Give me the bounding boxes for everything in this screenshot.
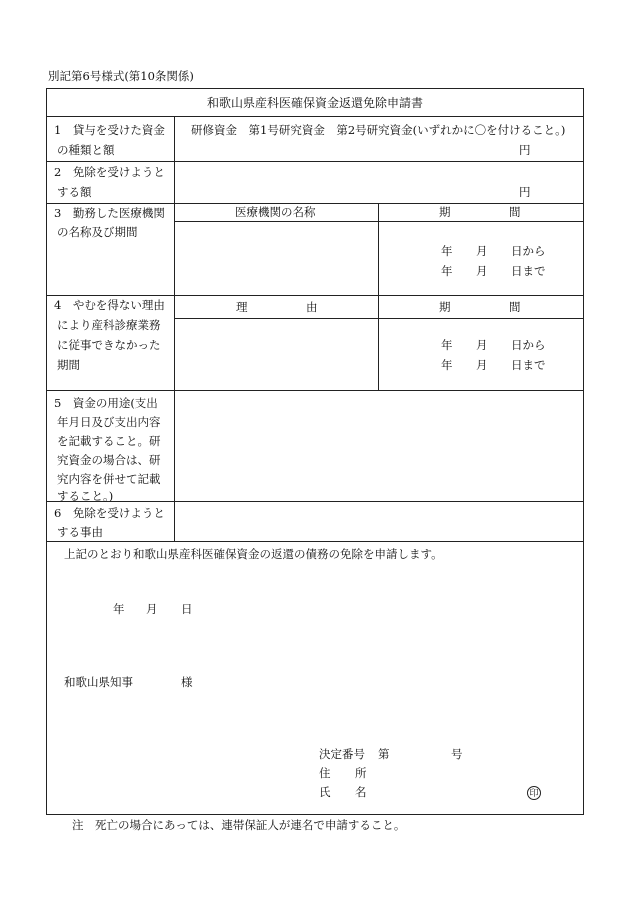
rule-row4 <box>46 390 584 391</box>
row6-label-line1: 6 免除を受けようと <box>54 506 165 520</box>
fund-type-options: 研修資金 第1号研究資金 第2号研究資金(いずれかに〇を付けること。) <box>191 123 566 137</box>
decision-number-label: 決定番号 <box>319 747 365 761</box>
row3-from-day: 日から <box>511 244 546 258</box>
decision-number-go: 号 <box>451 747 463 761</box>
rule-row2 <box>46 203 584 204</box>
rule-row5 <box>46 501 584 502</box>
row2-label-line2: する額 <box>57 185 92 199</box>
row3-until-month: 月 <box>476 264 488 278</box>
address-label-b: 所 <box>355 766 367 780</box>
row5-label-line3: を記載すること。研 <box>57 434 161 448</box>
row5-label-line5: 究内容を併せて記載 <box>57 472 161 486</box>
row4-label-line1: 4 やむを得ない理由 <box>54 298 165 312</box>
footnote: 注 死亡の場合にあっては、連帯保証人が連名で申請すること。 <box>72 818 406 832</box>
name-label-b: 名 <box>355 785 367 799</box>
rule-period-column <box>378 203 379 390</box>
row1-label-line2: の種類と額 <box>57 143 115 157</box>
row4-header-period-b: 間 <box>509 300 521 314</box>
rule-row1 <box>46 161 584 162</box>
row4-header-period-a: 期 <box>439 300 451 314</box>
row4-label-line3: に従事できなかった <box>57 338 161 352</box>
row4-label-line4: 期間 <box>57 358 80 372</box>
rule-row4-header <box>174 318 584 319</box>
row4-header-reason-a: 理 <box>236 300 248 314</box>
row3-label-line2: の名称及び期間 <box>57 225 138 239</box>
form-reference: 別記第6号様式(第10条関係) <box>48 69 194 83</box>
address-label-a: 住 <box>319 766 331 780</box>
row3-from-year: 年 <box>441 244 453 258</box>
date-day: 日 <box>181 602 193 616</box>
date-year: 年 <box>113 602 125 616</box>
row4-until-day: 日まで <box>511 358 546 372</box>
decision-number-dai: 第 <box>378 747 390 761</box>
row1-label-line1: 1 貸与を受けた資金 <box>54 123 165 137</box>
row5-label-line4: 究資金の場合は、研 <box>57 453 161 467</box>
row3-header-period-b: 間 <box>509 205 521 219</box>
row1-yen-unit: 円 <box>519 143 531 157</box>
name-label-a: 氏 <box>319 785 331 799</box>
row5-label-line2: 年月日及び支出内容 <box>57 415 161 429</box>
seal-icon: 印 <box>527 786 541 800</box>
row5-label-line1: 5 資金の用途(支出 <box>54 396 158 410</box>
rule-row3 <box>46 295 584 296</box>
row3-until-day: 日まで <box>511 264 546 278</box>
rule-label-column <box>174 116 175 541</box>
declaration-text: 上記のとおり和歌山県産科医確保資金の返還の債務の免除を申請します。 <box>64 547 443 561</box>
row4-from-day: 日から <box>511 338 546 352</box>
row3-header-institution-name: 医療機関の名称 <box>235 205 316 219</box>
rule-title <box>46 116 584 117</box>
row2-label-line1: 2 免除を受けようと <box>54 165 165 179</box>
addressee-honorific: 様 <box>181 675 193 689</box>
date-month: 月 <box>146 602 158 616</box>
row4-until-month: 月 <box>476 358 488 372</box>
row3-until-year: 年 <box>441 264 453 278</box>
form-title: 和歌山県産科医確保資金返還免除申請書 <box>206 96 423 110</box>
row3-from-month: 月 <box>476 244 488 258</box>
row4-header-reason-b: 由 <box>306 300 318 314</box>
rule-row3-header <box>174 221 584 222</box>
addressee-name: 和歌山県知事 <box>64 675 133 689</box>
form-frame <box>46 88 584 815</box>
row6-label-line2: する事由 <box>57 525 103 539</box>
rule-row6 <box>46 541 584 542</box>
row4-until-year: 年 <box>441 358 453 372</box>
row4-from-year: 年 <box>441 338 453 352</box>
row3-label-line1: 3 勤務した医療機関 <box>54 206 165 220</box>
row2-yen-unit: 円 <box>519 185 531 199</box>
row5-label-line6: すること。) <box>57 489 114 503</box>
row3-header-period-a: 期 <box>439 205 451 219</box>
row4-label-line2: により産科診療業務 <box>57 318 161 332</box>
row4-from-month: 月 <box>476 338 488 352</box>
